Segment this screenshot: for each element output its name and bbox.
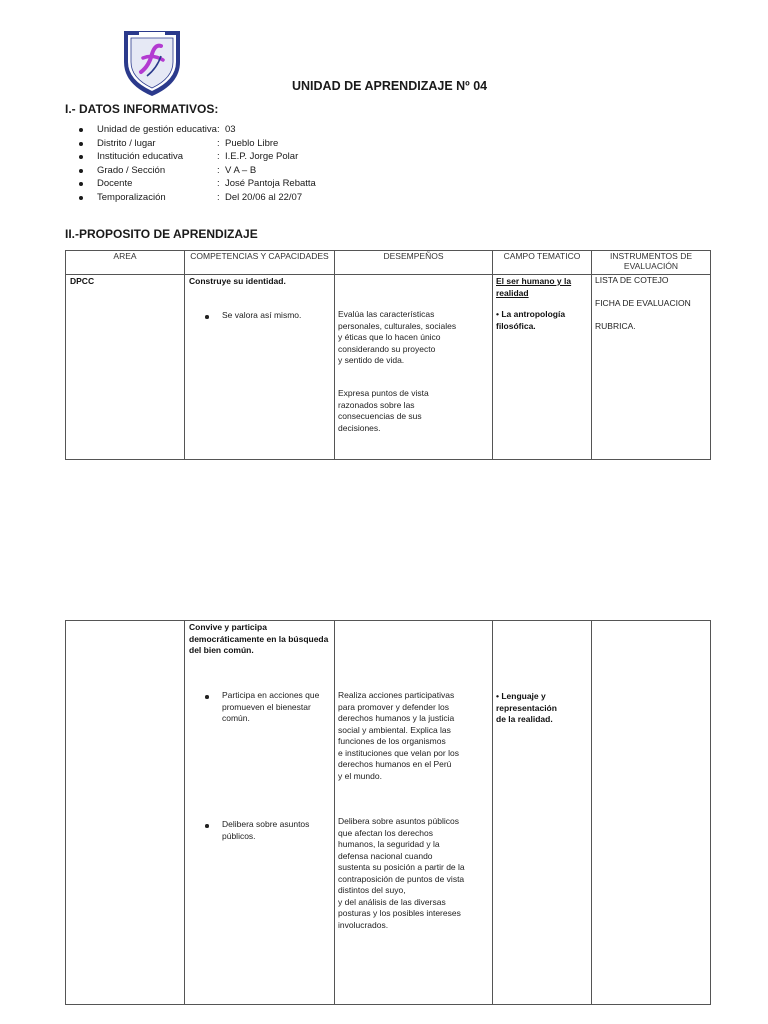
bullet-icon bbox=[205, 695, 209, 699]
bullet-icon bbox=[79, 182, 83, 186]
desempeno-text: Delibera sobre asuntos públicos que afectan los derechos humanos, la seguridad y la defensa nacional cuando sustenta su posición a partir de la contraposición de puntos de vista distintos del suyo, y del análisis de las diversas posturas y los posibles intereses involucrados. bbox=[338, 816, 465, 930]
header-competencias: COMPETENCIAS Y CAPACIDADES bbox=[185, 251, 335, 275]
desempeno-text: Evalúa las características personales, culturales, sociales y éticas que lo hacen único considerando su proyecto y sentido de vida. bbox=[338, 309, 457, 365]
bullet-icon bbox=[205, 824, 209, 828]
competencia-title: Convive y participa democráticamente en la búsqueda del bien común. bbox=[189, 622, 329, 655]
section-heading-proposito: II.-PROPOSITO DE APRENDIZAJE bbox=[65, 227, 258, 241]
header-desempenos: DESEMPEÑOS bbox=[335, 251, 493, 275]
instrumento-item: RUBRICA. bbox=[595, 321, 636, 331]
capacidad-text: Participa en acciones que promueven el bienestar común. bbox=[222, 690, 320, 723]
table-header-row bbox=[66, 251, 711, 275]
bullet-icon bbox=[205, 315, 209, 319]
campo-item: • La antropología filosófica. bbox=[496, 309, 566, 331]
school-crest-logo bbox=[121, 28, 183, 98]
header-campo-tematico: CAMPO TEMATICO bbox=[493, 251, 592, 275]
proposito-table bbox=[65, 250, 711, 460]
desempeno-text: Expresa puntos de vista razonados sobre las consecuencias de sus decisiones. bbox=[338, 388, 429, 433]
table-row bbox=[66, 275, 711, 460]
table-row bbox=[66, 621, 711, 1005]
section-heading-datos: I.- DATOS INFORMATIVOS: bbox=[65, 102, 219, 116]
competencia-title: Construye su identidad. bbox=[189, 276, 286, 286]
capacidad-text: Delibera sobre asuntos públicos. bbox=[222, 819, 310, 841]
header-instrumentos: INSTRUMENTOS DE EVALUACIÓN bbox=[592, 251, 711, 275]
header-area: AREA bbox=[66, 251, 185, 275]
bullet-icon bbox=[79, 155, 83, 159]
instrumento-item: LISTA DE COTEJO bbox=[595, 275, 669, 285]
area-label: DPCC bbox=[70, 276, 95, 286]
capacidad-text: Se valora así mismo. bbox=[222, 310, 302, 320]
campo-title: El ser humano y la realidad bbox=[496, 276, 572, 298]
bullet-icon bbox=[79, 128, 83, 132]
desempeno-text: Realiza acciones participativas para promover y defender los derechos humanos y la justicia social y ambiental. Explica las funciones de los organismos e instituciones que velan por los derechos humanos en el Perú y el mundo. bbox=[338, 690, 459, 781]
bullet-icon bbox=[79, 142, 83, 146]
bullet-icon bbox=[79, 169, 83, 173]
bullet-icon bbox=[79, 196, 83, 200]
proposito-table-continuation bbox=[65, 620, 711, 1005]
campo-item: • Lenguaje y representación de la realidad. bbox=[496, 691, 557, 724]
instrumento-item: FICHA DE EVALUACION bbox=[595, 298, 691, 308]
